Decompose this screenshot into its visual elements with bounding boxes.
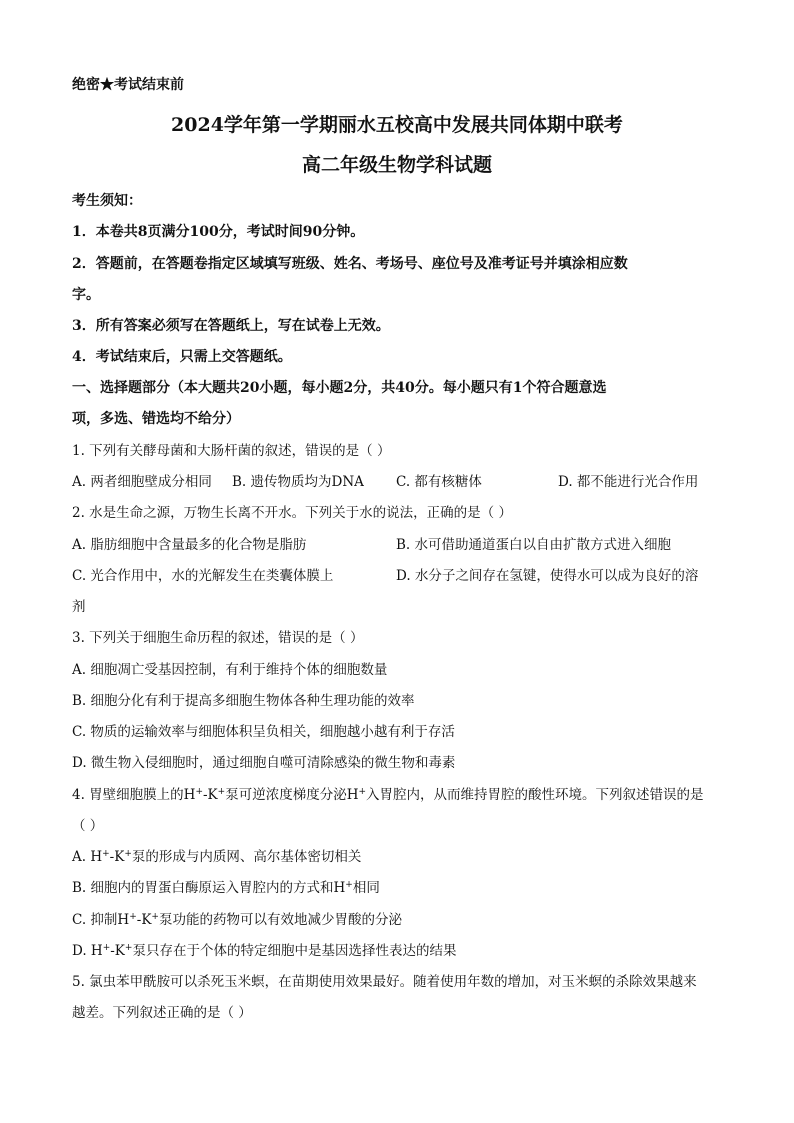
question-2-stem: 2. 水是生命之源，万物生长离不开水。下列关于水的说法，正确的是（ ） <box>72 505 512 521</box>
notice-item: 1．本卷共8页满分100分，考试时间90分钟。 <box>72 224 365 240</box>
question-1-option-b: B. 遗传物质均为DNA <box>232 474 364 490</box>
question-3-option-c: C. 物质的运输效率与细胞体积呈负相关，细胞越小越有利于存活 <box>72 724 455 740</box>
question-1-option-a: A. 两者细胞壁成分相同 <box>72 474 212 490</box>
question-2-option-d: D. 水分子之间存在氢键，使得水可以成为良好的溶 <box>396 568 699 584</box>
question-4-option-a: A. H+-K+泵的形成与内质网、高尔基体密切相关 <box>72 849 362 865</box>
notice-item: 4．考试结束后，只需上交答题纸。 <box>72 349 292 365</box>
notice-heading: 考生须知： <box>72 193 142 209</box>
question-4-stem: 4. 胃壁细胞膜上的H+-K+泵可逆浓度梯度分泌H+入胃腔内，从而维持胃腔的酸性环境。下列叙述错误的是 <box>72 787 704 803</box>
exam-title: 2024学年第一学期丽水五校高中发展共同体期中联考 <box>171 114 623 136</box>
question-5-stem-cont: 越差。下列叙述正确的是（ ） <box>72 1005 252 1021</box>
question-2-option-c: C. 光合作用中，水的光解发生在类囊体膜上 <box>72 568 334 584</box>
section-heading-cont: 项，多选、错选均不给分） <box>72 411 240 427</box>
question-4-option-d: D. H+-K+泵只存在于个体的特定细胞中是基因选择性表达的结果 <box>72 943 457 959</box>
secret-label: 绝密★考试结束前 <box>72 77 184 93</box>
question-3-option-b: B. 细胞分化有利于提高多细胞生物体各种生理功能的效率 <box>72 693 415 709</box>
question-2-option-d-cont: 剂 <box>72 599 86 615</box>
notice-item: 3．所有答案必须写在答题纸上，写在试卷上无效。 <box>72 318 390 334</box>
question-3-stem: 3. 下列关于细胞生命历程的叙述，错误的是（ ） <box>72 630 364 646</box>
question-1-option-c: C. 都有核糖体 <box>396 474 482 490</box>
question-4-option-b: B. 细胞内的胃蛋白酶原运入胃腔内的方式和H+相同 <box>72 880 380 896</box>
notice-item: 字。 <box>72 287 100 303</box>
question-2-option-a: A. 脂肪细胞中含量最多的化合物是脂肪 <box>72 537 307 553</box>
exam-subtitle: 高二年级生物学科试题 <box>301 154 492 176</box>
question-4-option-c: C. 抑制H+-K+泵功能的药物可以有效地减少胃酸的分泌 <box>72 912 402 928</box>
section-heading: 一、选择题部分（本大题共20小题，每小题2分，共40分。每小题只有1个符合题意选 <box>72 380 607 396</box>
question-3-option-d: D. 微生物入侵细胞时，通过细胞自噬可清除感染的微生物和毒素 <box>72 755 456 771</box>
question-4-stem-cont: （ ） <box>72 818 104 834</box>
question-1-stem: 1. 下列有关酵母菌和大肠杆菌的叙述，错误的是（ ） <box>72 443 391 459</box>
question-2-option-b: B. 水可借助通道蛋白以自由扩散方式进入细胞 <box>396 537 672 553</box>
question-1-option-d: D. 都不能进行光合作用 <box>558 474 699 490</box>
notice-item: 2．答题前，在答题卷指定区域填写班级、姓名、考场号、座位号及准考证号并填涂相应数 <box>72 256 628 272</box>
question-5-stem: 5. 氯虫苯甲酰胺可以杀死玉米螟，在苗期使用效果最好。随着使用年数的增加，对玉米螟的杀除效果越来 <box>72 974 697 990</box>
question-3-option-a: A. 细胞凋亡受基因控制，有利于维持个体的细胞数量 <box>72 662 388 678</box>
